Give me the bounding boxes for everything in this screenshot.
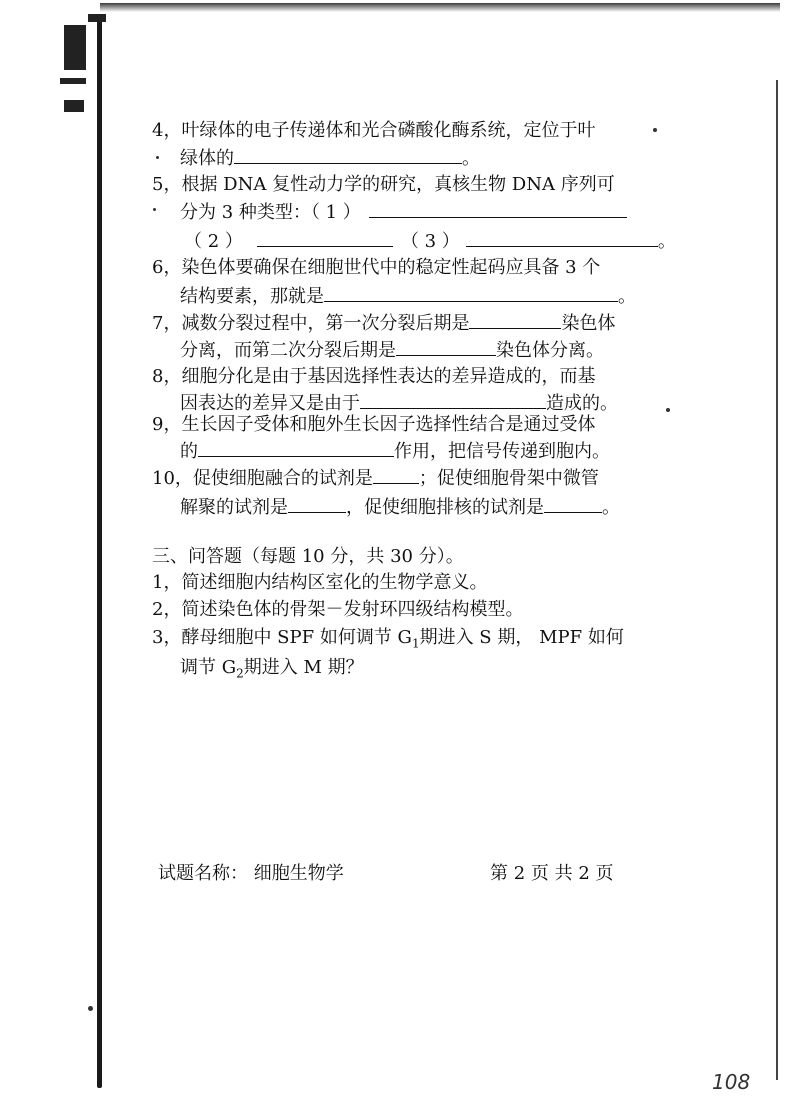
question-number: 5，	[152, 174, 182, 195]
question-label: （ 2 ）	[184, 231, 243, 252]
answer-blank[interactable]	[369, 200, 627, 218]
question-number: 7，	[152, 313, 182, 334]
answer-blank[interactable]	[257, 229, 393, 247]
question-text: 调节 G	[180, 657, 237, 678]
question-4-line-2	[180, 146, 480, 171]
question-text: 。	[657, 231, 676, 252]
binding-mark	[64, 25, 86, 70]
question-8-line-1	[152, 365, 595, 389]
subject-name: 细胞生物学	[253, 863, 344, 884]
question-text: 减数分裂过程中，第一次分裂后期是	[181, 313, 470, 334]
question-text: 。	[618, 286, 636, 307]
question-text: 分为 3 种类型：（ 1 ）	[180, 202, 361, 223]
scan-right-edge	[776, 80, 778, 1080]
answer-blank[interactable]	[396, 338, 496, 356]
answer-blank[interactable]	[234, 146, 462, 164]
answer-blank[interactable]	[360, 391, 546, 409]
answer-blank[interactable]	[466, 229, 658, 247]
essay-question-3-line-1	[152, 626, 624, 656]
question-text: 简述染色体的骨架－发射环四级结构模型。	[181, 599, 524, 620]
question-text: 简述细胞内结构区室化的生物学意义。	[181, 572, 488, 593]
scan-speck	[653, 128, 657, 132]
question-text: 的	[180, 441, 198, 462]
scan-top-edge	[100, 3, 780, 12]
subject-label: 试题名称：	[158, 863, 248, 884]
answer-blank[interactable]	[288, 495, 346, 513]
question-5-line-3	[184, 229, 676, 254]
essay-question-2	[152, 598, 523, 622]
question-text: 绿体的	[180, 148, 234, 169]
question-number: 10，	[152, 468, 193, 489]
question-number: 2，	[152, 599, 182, 620]
question-5-line-1	[152, 173, 615, 197]
question-text: 细胞分化是由于基因选择性表达的差异造成的，而基	[181, 366, 596, 387]
question-10-line-1	[152, 466, 599, 491]
answer-blank[interactable]	[373, 466, 419, 484]
question-text: ，促使细胞排核的试剂是	[346, 497, 544, 518]
answer-blank[interactable]	[469, 311, 561, 329]
question-10-line-2	[180, 495, 620, 520]
question-9-line-1	[152, 413, 595, 437]
scan-speck	[88, 1006, 93, 1011]
question-text: 。	[602, 497, 620, 518]
question-text: 因表达的差异又是由于	[180, 393, 360, 414]
question-text: 生长因子受体和胞外生长因子选择性结合是通过受体	[181, 414, 596, 435]
page-number: 第 2 页 共 2 页	[490, 863, 614, 884]
scan-speck	[153, 208, 156, 211]
question-5-line-2	[180, 200, 627, 225]
subscript: 2	[236, 666, 244, 681]
question-number: 3，	[152, 627, 182, 648]
binding-mark	[88, 14, 106, 22]
section-heading: 三、问答题（每题 10 分，共 30 分）。	[152, 546, 464, 567]
question-text: 染色体要确保在细胞世代中的稳定性起码应具备 3 个	[181, 257, 601, 278]
question-7-line-1	[152, 311, 615, 336]
question-text: 。	[462, 148, 480, 169]
scan-speck	[666, 408, 670, 412]
question-label: （ 3 ）	[400, 231, 460, 252]
question-text: 期进入 M 期？	[243, 657, 364, 678]
question-text: 造成的。	[546, 393, 618, 414]
answer-blank[interactable]	[198, 439, 394, 457]
binding-mark	[64, 100, 84, 112]
essay-question-1	[152, 571, 487, 595]
question-text: 染色体	[561, 313, 616, 334]
corner-handwritten-note: 108	[712, 1070, 751, 1094]
subscript: 1	[411, 636, 420, 651]
question-text: 结构要素，那就是	[180, 286, 324, 307]
question-text: 促使细胞融合的试剂是	[192, 468, 373, 489]
question-number: 4，	[152, 120, 182, 141]
essay-question-3-line-2	[180, 656, 364, 686]
footer-subject	[158, 859, 344, 885]
question-text: 根据 DNA 复性动力学的研究，真核生物 DNA 序列可	[181, 174, 615, 195]
answer-blank[interactable]	[544, 495, 602, 513]
question-4-line-1	[152, 119, 595, 143]
question-number: 8，	[152, 366, 182, 387]
question-6-line-2	[180, 284, 636, 309]
question-text: 期进入 S 期， MPF 如何	[419, 627, 624, 648]
question-text: ；促使细胞骨架中微管	[418, 468, 599, 489]
question-9-line-2	[180, 439, 610, 464]
question-text: 作用，把信号传递到胞内。	[394, 441, 610, 462]
question-text: 解聚的试剂是	[180, 497, 288, 518]
question-6-line-1	[152, 256, 600, 280]
question-text: 叶绿体的电子传递体和光合磷酸化酶系统，定位于叶	[181, 120, 596, 141]
question-number: 1，	[152, 572, 182, 593]
question-number: 9，	[152, 414, 182, 435]
question-7-line-2	[180, 338, 604, 363]
scan-speck	[156, 156, 159, 159]
question-number: 6，	[152, 257, 182, 278]
question-text: 酵母细胞中 SPF 如何调节 G	[181, 627, 412, 648]
question-text: 染色体分离。	[496, 340, 604, 361]
binding-mark	[60, 78, 86, 84]
answer-blank[interactable]	[324, 284, 618, 302]
binding-line	[97, 18, 102, 1088]
question-text: 分离，而第二次分裂后期是	[180, 340, 396, 361]
